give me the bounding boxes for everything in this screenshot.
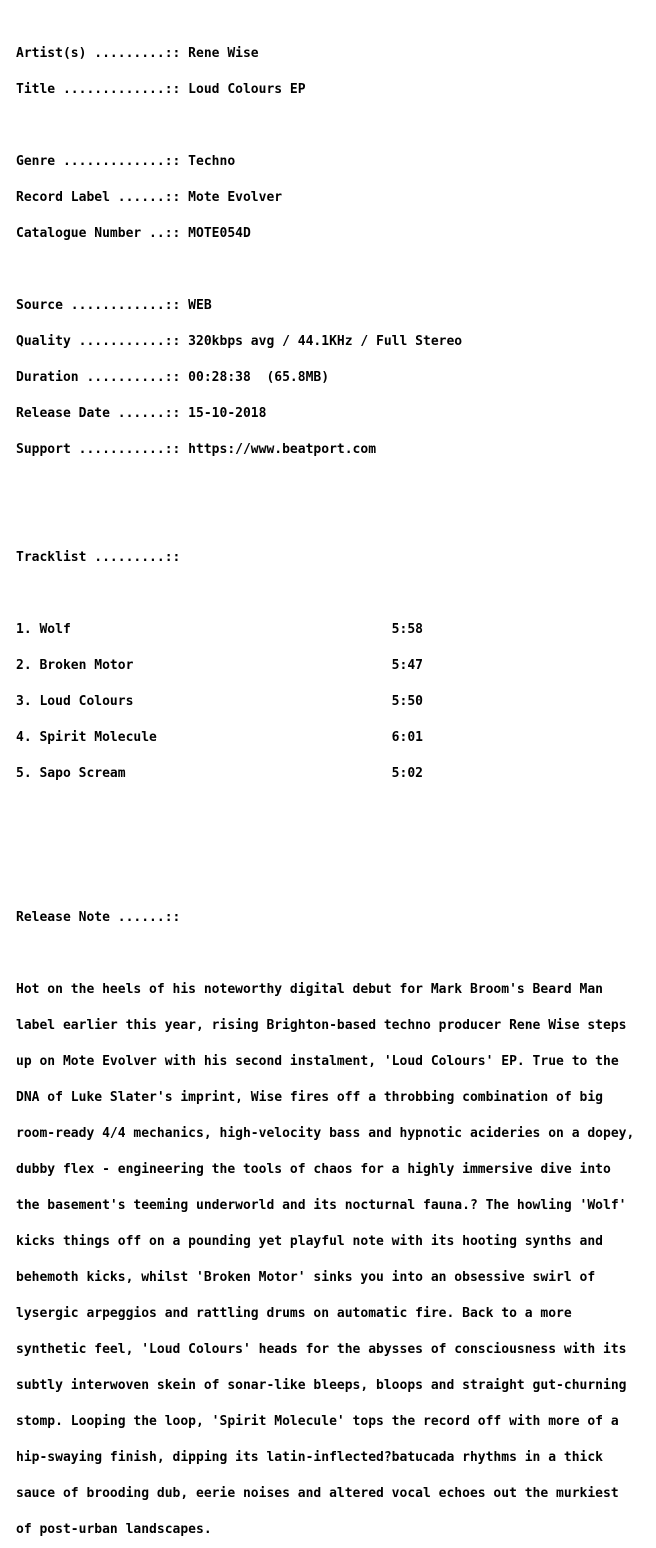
quality-line: Quality ...........:: 320kbps avg / 44.1KHz / Full Stereo <box>16 334 463 349</box>
note-line: up on Mote Evolver with his second instalment, 'Loud Colours' EP. True to the <box>16 1054 619 1069</box>
duration-line: Duration ..........:: 00:28:38 (65.8MB) <box>16 370 330 385</box>
note-line: of post-urban landscapes. <box>16 1522 212 1537</box>
note-line: lysergic arpeggios and rattling drums on automatic fire. Back to a more <box>16 1306 572 1321</box>
blank-line <box>16 840 656 852</box>
note-line: Hot on the heels of his noteworthy digital debut for Mark Broom's Beard Man <box>16 982 603 997</box>
release-date-line: Release Date ......:: 15-10-2018 <box>16 406 267 421</box>
note-line: label earlier this year, rising Brighton-based techno producer Rene Wise steps <box>16 1018 627 1033</box>
catalogue-line: Catalogue Number ..:: MOTE054D <box>16 226 251 241</box>
note-line: synthetic feel, 'Loud Colours' heads for the abysses of consciousness with its <box>16 1342 627 1357</box>
note-line: room-ready 4/4 mechanics, high-velocity bass and hypnotic acideries on a dopey, <box>16 1126 635 1141</box>
note-line: behemoth kicks, whilst 'Broken Motor' sinks you into an obsessive swirl of <box>16 1270 596 1285</box>
nfo-document <box>16 24 656 1548</box>
tracklist-heading: Tracklist .........:: <box>16 550 181 565</box>
note-line: hip-swaying finish, dipping its latin-inflected?batucada rhythms in a thick <box>16 1450 603 1465</box>
blank-line <box>16 516 656 528</box>
blank-line <box>16 480 656 492</box>
blank-line <box>16 588 656 600</box>
track-line: 1. Wolf 5:58 <box>16 622 423 637</box>
note-line: sauce of brooding dub, eerie noises and altered vocal echoes out the murkiest <box>16 1486 619 1501</box>
note-line: subtly interwoven skein of sonar-like bleeps, bloops and straight gut-churning <box>16 1378 627 1393</box>
note-line: dubby flex - engineering the tools of chaos for a highly immersive dive into <box>16 1162 611 1177</box>
note-line: DNA of Luke Slater's imprint, Wise fires off a throbbing combination of big <box>16 1090 603 1105</box>
artist-line: Artist(s) .........:: Rene Wise <box>16 46 259 61</box>
track-line: 4. Spirit Molecule 6:01 <box>16 730 423 745</box>
track-line: 5. Sapo Scream 5:02 <box>16 766 423 781</box>
record-label-line: Record Label ......:: Mote Evolver <box>16 190 283 205</box>
track-line: 3. Loud Colours 5:50 <box>16 694 423 709</box>
genre-line: Genre .............:: Techno <box>16 154 236 169</box>
note-line: the basement's teeming underworld and its nocturnal fauna.? The howling 'Wolf' <box>16 1198 627 1213</box>
note-line: kicks things off on a pounding yet playful note with its hooting synths and <box>16 1234 603 1249</box>
title-line: Title .............:: Loud Colours EP <box>16 82 306 97</box>
blank-line <box>16 804 656 816</box>
blank-line <box>16 876 656 888</box>
source-line: Source ............:: WEB <box>16 298 212 313</box>
blank-line <box>16 264 656 276</box>
release-note-heading: Release Note ......:: <box>16 910 181 925</box>
support-line: Support ...........:: https://www.beatport.com <box>16 442 377 457</box>
blank-line <box>16 120 656 132</box>
blank-line <box>16 948 656 960</box>
track-line: 2. Broken Motor 5:47 <box>16 658 423 673</box>
note-line: stomp. Looping the loop, 'Spirit Molecule' tops the record off with more of a <box>16 1414 619 1429</box>
